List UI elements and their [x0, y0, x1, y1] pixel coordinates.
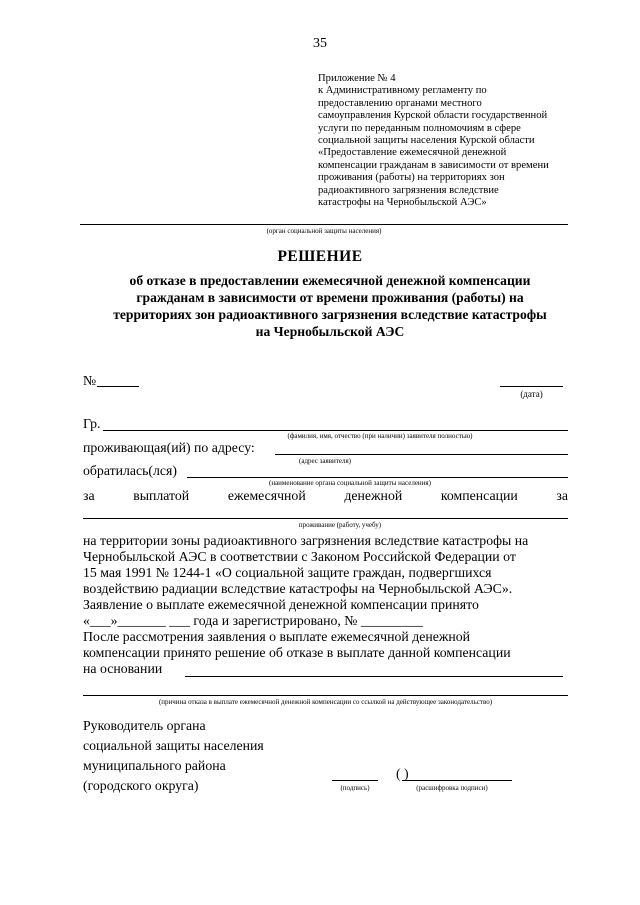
- payment-word: выплатой: [133, 488, 190, 503]
- citizen-name-field[interactable]: [103, 430, 568, 431]
- date-field[interactable]: [500, 386, 563, 387]
- body-line: воздействию радиации вследствие катастрофы на Чернобыльской АЭС».: [83, 581, 513, 596]
- address-caption: (адрес заявителя): [299, 457, 351, 465]
- organ-caption: (орган социальной защиты населения): [266, 227, 382, 235]
- document-title: РЕШЕНИЕ: [277, 248, 363, 265]
- signature-block: [83, 716, 264, 796]
- signature-line: (городского округа): [83, 778, 199, 793]
- payment-word: за: [556, 488, 568, 503]
- body-line: Заявление о выплате ежемесячной денежной компенсации принято: [83, 597, 479, 612]
- citizen-label: Гр.: [83, 416, 101, 431]
- appendix-line: предоставлению органами местного: [318, 97, 482, 109]
- appendix-line: услуги по переданным полномочиям в сфере: [318, 122, 521, 134]
- address-field[interactable]: [275, 454, 568, 455]
- appendix-line: «Предоставление ежемесячной денежной: [318, 147, 507, 159]
- fio-caption: (фамилия, имя, отчество (при наличии) заявителя полностью): [287, 432, 473, 440]
- subtitle-line: на Чернобыльской АЭС: [255, 324, 405, 339]
- appendix-line: Приложение № 4: [318, 73, 396, 84]
- payment-word: ежемесячной: [227, 488, 306, 503]
- signature-caption: (подпись): [340, 784, 370, 792]
- body-line: После рассмотрения заявления о выплате ежемесячной денежной: [83, 629, 471, 644]
- applied-label: обратилась(лся): [83, 463, 177, 478]
- reason-field[interactable]: [83, 695, 568, 696]
- organ-name-caption: (наименование органа социальной защиты населения): [269, 479, 431, 487]
- subtitle-line: об отказе в предоставлении ежемесячной денежной компенсации: [129, 273, 531, 288]
- subtitle-line: гражданам в зависимости от времени проживания (работы) на: [136, 290, 524, 305]
- appendix-line: радиоактивного загрязнения вследствие: [318, 184, 499, 196]
- organ-name-field[interactable]: [187, 477, 568, 478]
- signature-field[interactable]: [332, 780, 378, 781]
- appendix-line: самоуправления Курской области государственной: [318, 110, 548, 122]
- body-line: «___»_______ ___ года и зарегистрировано, № _________: [83, 613, 423, 628]
- appendix-line: компенсации гражданам в зависимости от времени: [318, 159, 549, 171]
- number-label: №: [83, 373, 97, 388]
- appendix-line: к Административному регламенту по: [318, 85, 487, 97]
- body-text: [83, 533, 568, 677]
- payment-word: за: [83, 488, 95, 503]
- body-line: 15 мая 1991 № 1244-1 «О социальной защите граждан, подвергшихся: [83, 565, 492, 580]
- payment-word: компенсации: [440, 488, 518, 503]
- reason-caption: (причина отказа в выплате ежемесячной денежной компенсации со ссылкой на действующее законодательство): [158, 698, 493, 706]
- basis-field[interactable]: [185, 676, 563, 677]
- appendix-line: социальной защиты населения Курской области: [318, 135, 535, 147]
- signature-line: Руководитель органа: [83, 718, 206, 733]
- body-line: компенсации принято решение об отказе в выплате данной компенсации: [83, 645, 511, 660]
- signature-line: социальной защиты населения: [83, 738, 264, 753]
- date-caption: (дата): [520, 389, 543, 399]
- body-line: на территории зоны радиоактивного загрязнения вследствие катастрофы на: [83, 533, 529, 548]
- appendix-line: катастрофы на Чернобыльской АЭС»: [318, 197, 487, 209]
- residence-field[interactable]: [83, 518, 568, 519]
- decode-brackets: ( ): [396, 766, 409, 781]
- document-subtitle: [80, 272, 580, 340]
- residence-caption: проживание (работу, учебу): [298, 521, 382, 529]
- appendix-header: [318, 73, 583, 209]
- address-label: проживающая(ий) по адресу:: [83, 440, 255, 455]
- number-field[interactable]: [97, 386, 139, 387]
- signature-decode-caption: (расшифровка подписи): [416, 784, 488, 792]
- payment-word: денежной: [344, 488, 403, 503]
- signature-decode-field[interactable]: [402, 780, 512, 781]
- payment-row: [83, 488, 568, 504]
- body-line: на основании: [83, 661, 163, 676]
- subtitle-line: территориях зон радиоактивного загрязнения вследствие катастрофы: [113, 307, 547, 322]
- body-line: Чернобыльской АЭС в соответствии с Законом Российской Федерации от: [83, 549, 516, 564]
- page-number: 35: [313, 36, 327, 51]
- organ-line: [80, 224, 568, 225]
- appendix-line: проживания (работы) на территориях зон: [318, 172, 505, 184]
- signature-line: муниципального района: [83, 758, 226, 773]
